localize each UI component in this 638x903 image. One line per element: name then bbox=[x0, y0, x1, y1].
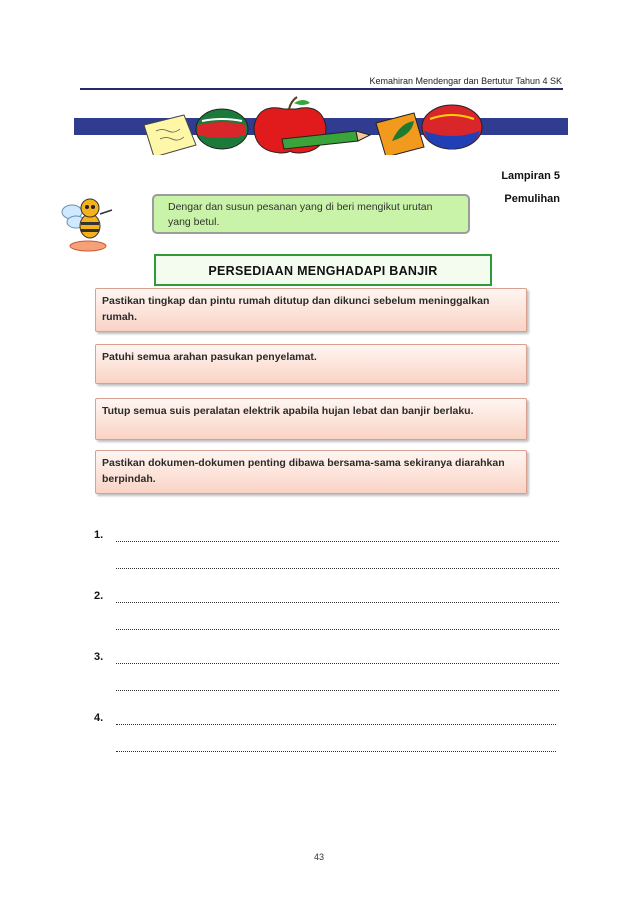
page-number: 43 bbox=[313, 852, 324, 862]
banner-illustration bbox=[74, 95, 568, 155]
answer-line[interactable] bbox=[116, 723, 556, 725]
answer-line[interactable] bbox=[116, 540, 559, 542]
leaf-card-icon bbox=[376, 113, 424, 155]
message-card[interactable]: Pastikan dokumen-dokumen penting dibawa bersama-sama sekiranya diarahkan berpindah. bbox=[95, 450, 527, 494]
header-title: Kemahiran Mendengar dan Bertutur Tahun 4 SK bbox=[369, 76, 562, 86]
header-rule bbox=[80, 88, 563, 90]
message-card[interactable]: Patuhi semua arahan pasukan penyelamat. bbox=[95, 344, 527, 384]
answer-line[interactable] bbox=[116, 689, 559, 691]
ball-icon bbox=[422, 105, 482, 149]
answer-number: 1. bbox=[94, 529, 104, 541]
pemulihan-label: Pemulihan bbox=[504, 193, 560, 205]
answer-number: 3. bbox=[94, 651, 104, 663]
answer-line[interactable] bbox=[116, 662, 559, 664]
worksheet-title: PERSEDIAAN MENGHADAPI BANJIR bbox=[154, 254, 492, 286]
lampiran-label: Lampiran 5 bbox=[501, 170, 560, 182]
answer-line[interactable] bbox=[116, 567, 559, 569]
instruction-bubble: Dengar dan susun pesanan yang di beri mengikut urutan yang betul. bbox=[152, 194, 470, 234]
message-card[interactable]: Pastikan tingkap dan pintu rumah ditutup dan dikunci sebelum meninggalkan rumah. bbox=[95, 288, 527, 332]
answer-number: 4. bbox=[94, 712, 104, 724]
note-paper-icon bbox=[144, 115, 196, 155]
message-card[interactable]: Tutup semua suis peralatan elektrik apabila hujan lebat dan banjir berlaku. bbox=[95, 398, 527, 440]
answer-line[interactable] bbox=[116, 628, 559, 630]
answer-line[interactable] bbox=[116, 601, 559, 603]
answer-number: 2. bbox=[94, 590, 104, 602]
answer-line[interactable] bbox=[116, 750, 556, 752]
ball-icon bbox=[196, 109, 248, 149]
bee-mascot-icon bbox=[60, 192, 120, 254]
